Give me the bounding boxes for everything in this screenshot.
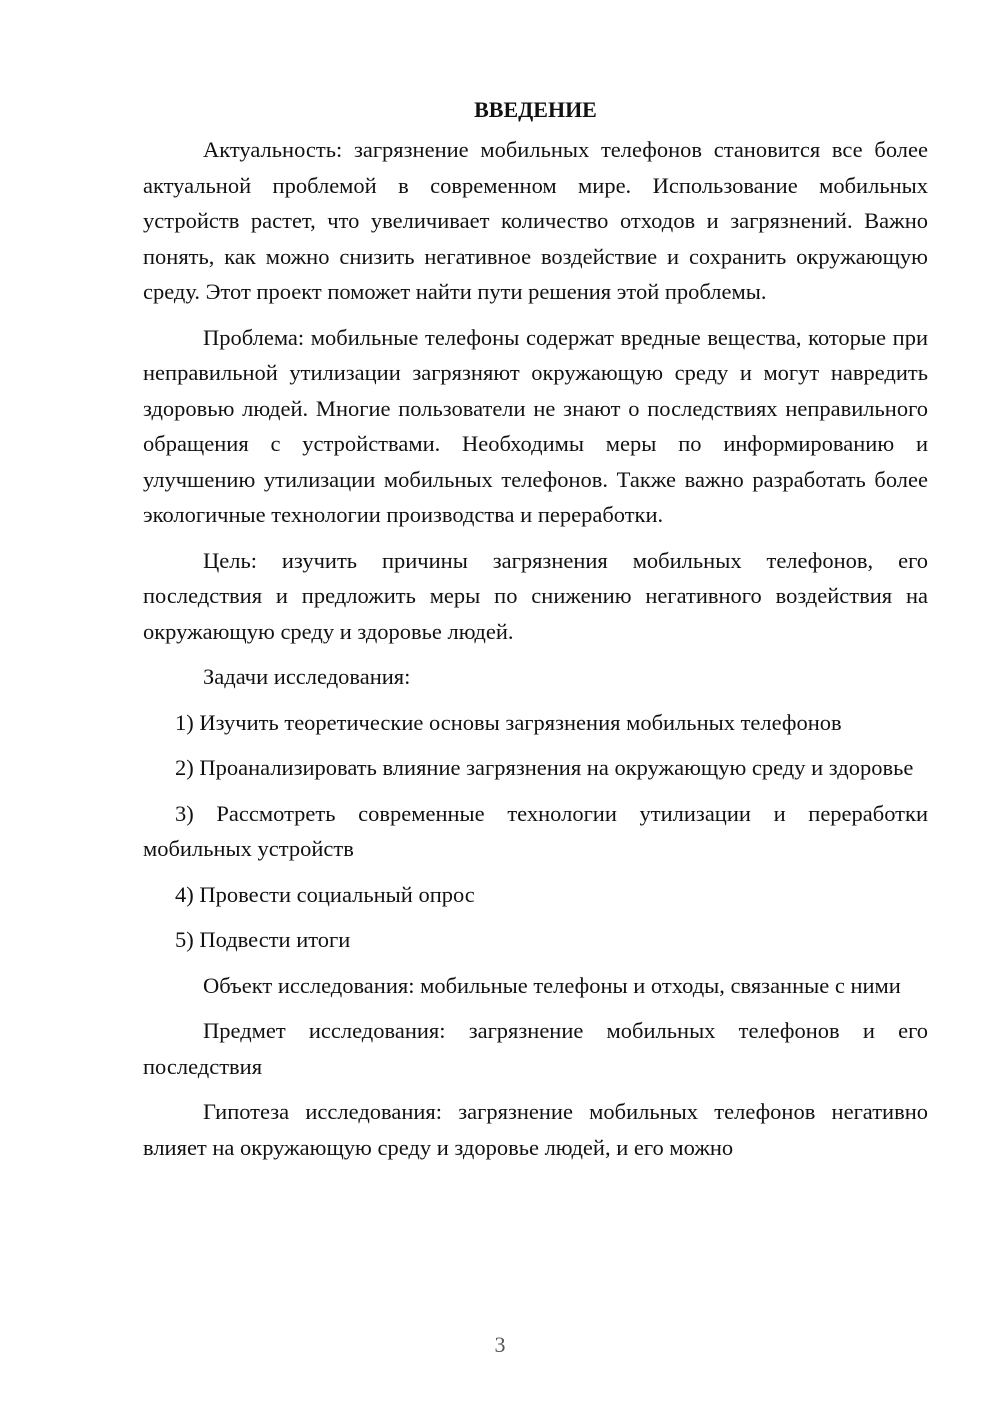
- task-item-4: 4) Провести социальный опрос: [175, 881, 475, 907]
- section-title: ВВЕДЕНИЕ: [474, 97, 597, 122]
- goal-paragraph: Цель: изучить причины загрязнения мобильных телефонов, его последствия и предложить меры по снижению негативного воздействия на окружающую среду и здоровье людей.: [143, 547, 928, 644]
- page-number: 3: [494, 1332, 506, 1357]
- task-item-5: 5) Подвести итоги: [175, 927, 351, 952]
- task-item-3: 3) Рассмотреть современные технологии утилизации и переработки мобильных устройств: [143, 800, 928, 861]
- hypothesis-paragraph: Гипотеза исследования: загрязнение мобильных телефонов негативно влияет на окружающую среду и здоровье людей, и его можно: [143, 1099, 928, 1160]
- problem-paragraph: Проблема: мобильные телефоны содержат вредные вещества, которые при неправильной утилизации загрязняют окружающую среду и могут навредить здоровью людей. Многие пользователи не знают о последствиях неправильного обращения с устройствами. Необходимы меры по информированию и улучшению утилизации мобильных телефонов. Также важно разработать более экологичные технологии производства и переработки.: [143, 324, 928, 527]
- task-item-1: 1) Изучить теоретические основы загрязнения мобильных телефонов: [175, 709, 842, 735]
- object-paragraph: Объект исследования: мобильные телефоны и отходы, связанные с ними: [203, 972, 901, 998]
- subject-paragraph: Предмет исследования: загрязнение мобильных телефонов и его последствия: [143, 1018, 928, 1079]
- tasks-heading: Задачи исследования:: [203, 664, 411, 689]
- task-item-2: 2) Проанализировать влияние загрязнения на окружающую среду и здоровье: [175, 755, 914, 780]
- relevance-paragraph: Актуальность: загрязнение мобильных телефонов становится все более актуальной проблемой в современном мире. Использование мобильных устройств растет, что увеличивает количество отходов и загрязнений. Важно понять, как можно снизить негативное воздействие и сохранить окружающую среду. Этот проект поможет найти пути решения этой проблемы.: [143, 137, 928, 304]
- document-page: [143, 92, 928, 1175]
